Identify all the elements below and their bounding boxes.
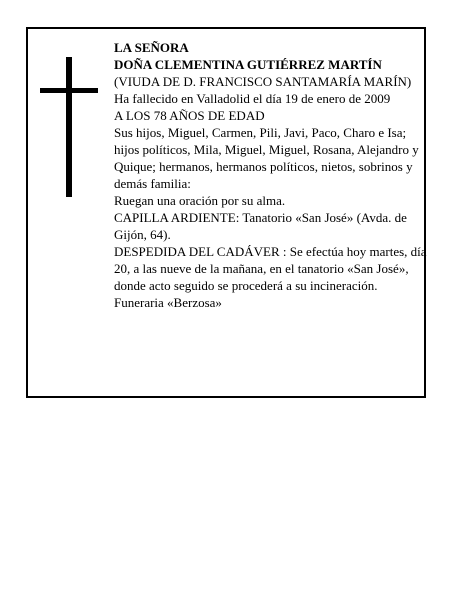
widow-line: (VIUDA DE D. FRANCISCO SANTAMARÍA MARÍN) <box>114 74 412 89</box>
death-line: Ha fallecido en Valladolid el día 19 de enero de 2009 <box>114 91 391 106</box>
family-line: Sus hijos, Miguel, Carmen, Pili, Javi, Paco, Charo e Isa; hijos políticos, Mila, Miguel, Miguel, Rosana, Alejandro y Quique; hermanos, hermanos políticos, nietos, sobrinos y demás familia: <box>114 125 419 191</box>
title-line: LA SEÑORA <box>114 40 189 55</box>
obituary-text <box>114 39 428 311</box>
cross-horizontal-bar <box>40 88 98 93</box>
cross-icon <box>40 57 98 197</box>
funeral-home-line: Funeraria «Berzosa» <box>114 295 222 310</box>
chapel-line: CAPILLA ARDIENTE: Tanatorio «San José» (Avda. de Gijón, 64). <box>114 210 407 242</box>
deceased-name: DOÑA CLEMENTINA GUTIÉRREZ MARTÍN <box>114 57 382 72</box>
cross-vertical-bar <box>66 57 72 197</box>
obituary-notice <box>26 27 426 398</box>
farewell-line: DESPEDIDA DEL CADÁVER : Se efectúa hoy martes, día 20, a las nueve de la mañana, en el tanatorio «San José», donde acto seguido se procederá a su incineración. <box>114 244 427 293</box>
prayer-line: Ruegan una oración por su alma. <box>114 193 286 208</box>
age-line: A LOS 78 AÑOS DE EDAD <box>114 108 265 123</box>
